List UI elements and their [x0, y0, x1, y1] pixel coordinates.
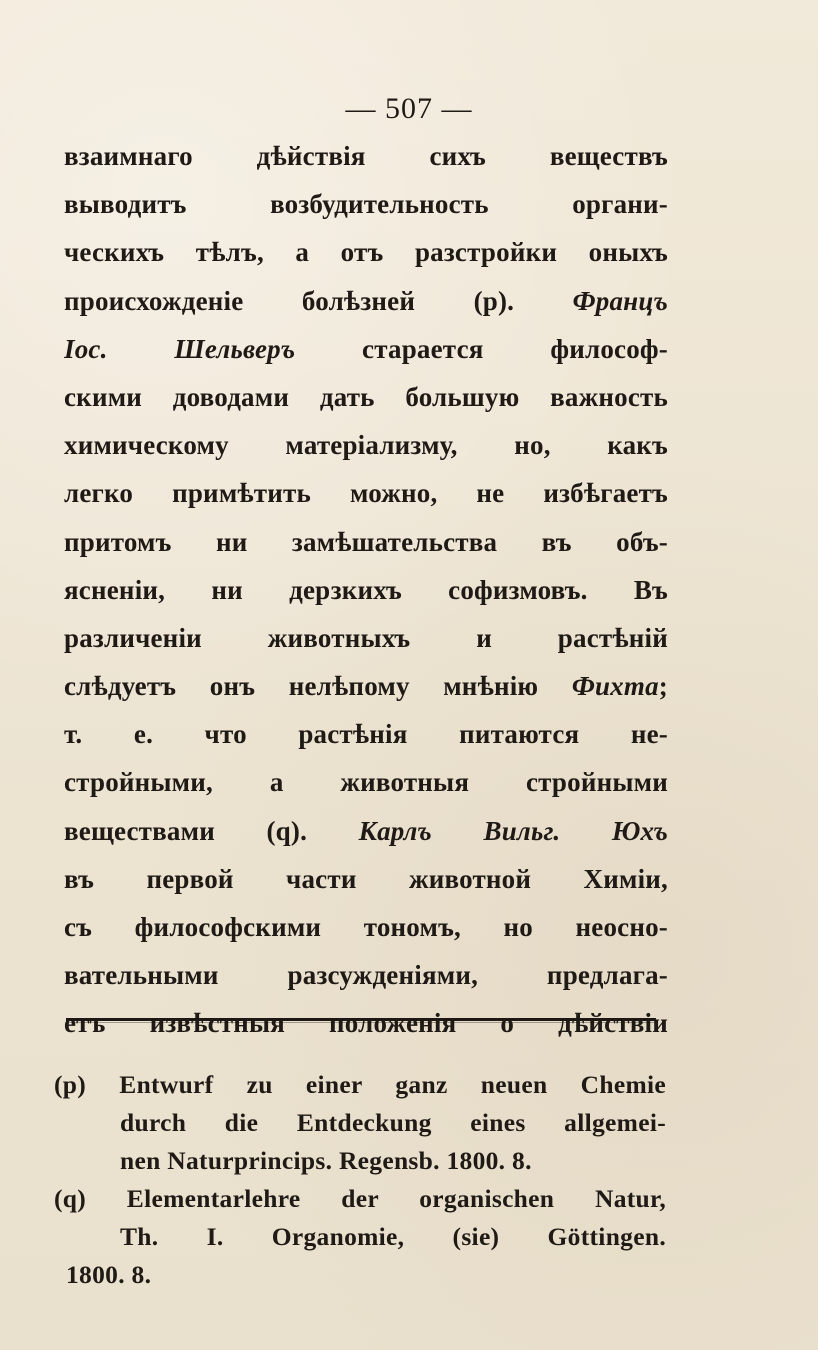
footnote-divider [66, 1018, 656, 1021]
text-line [64, 421, 668, 469]
text-segment: старается философ- [295, 333, 668, 364]
footnote-continuation-line: nen Naturprincips. Regensb. 1800. 8. [120, 1146, 532, 1175]
italic-name-segment: Фихта [571, 671, 659, 702]
text-line [64, 758, 668, 806]
footnote-continuation-line: 1800. 8. [66, 1260, 152, 1289]
text-line [64, 566, 668, 614]
text-segment: ясненіи, ни дерзкихъ софизмовъ. Въ [64, 574, 668, 605]
text-segment: скими доводами дать большую важность [64, 381, 668, 412]
text-line [64, 132, 668, 180]
text-segment: вательными разсужденіями, предлага- [64, 960, 668, 991]
text-segment: химическому матеріализму, но, какъ [64, 430, 668, 461]
text-segment: притомъ ни замѣшательства въ объ- [64, 526, 668, 557]
text-line [64, 999, 668, 1047]
footnote-text: Entwurf zu einer ganz neuen Chemie [86, 1070, 666, 1099]
text-segment: стройными, а животныя стройными [64, 767, 668, 798]
text-segment: етъ извѣстныя положенія о дѣйствіи [64, 1008, 668, 1039]
page-number: — 507 — [345, 92, 473, 125]
text-segment: ; [658, 671, 668, 702]
text-segment: взаимнаго дѣйствія сихъ веществъ [64, 141, 668, 171]
footnote-first-line [54, 1180, 666, 1218]
text-segment: легко примѣтить можно, не избѣгаетъ [64, 478, 668, 509]
text-line [64, 180, 668, 228]
text-segment: ческихъ тѣлъ, а отъ разстройки оныхъ [64, 237, 668, 268]
text-line [64, 855, 668, 903]
footnote-first-line [54, 1066, 666, 1104]
footnotes-block [54, 1066, 666, 1294]
text-line [64, 325, 668, 373]
text-line [64, 951, 668, 999]
text-segment: веществами (q). [64, 815, 359, 846]
italic-name-segment: Францъ [572, 285, 668, 316]
text-segment: въ первой части животной Химіи, [64, 863, 668, 894]
italic-name-segment: Карлъ Вильг. Юхъ [358, 815, 668, 846]
footnote-marker: (p) [54, 1070, 87, 1099]
text-segment: съ философскими тономъ, но неосно- [64, 912, 668, 942]
footnote-continuation-line: Th. I. Organomie, (sie) Göttingen. [120, 1222, 666, 1251]
footnote-continuation-line: durch die Entdeckung eines allgemei- [120, 1108, 666, 1137]
text-segment: выводитъ возбудительность органи- [64, 189, 668, 220]
italic-name-segment: Іос. Шельверъ [64, 333, 296, 364]
text-line [64, 518, 668, 566]
text-line [64, 277, 668, 325]
footnote-text: Elementarlehre der organischen Natur, [86, 1184, 666, 1213]
text-line [64, 662, 668, 710]
text-segment: т. е. что растѣнія питаются не- [64, 719, 668, 750]
text-line [64, 807, 668, 855]
text-line [64, 373, 668, 421]
text-segment: различеніи животныхъ и растѣній [64, 622, 668, 653]
text-line [64, 903, 668, 951]
main-text-block [64, 132, 668, 1048]
footnote-marker: (q) [54, 1184, 87, 1213]
text-line [64, 228, 668, 276]
text-segment: происхожденіе болѣзней (p). [64, 285, 573, 316]
text-line [64, 469, 668, 517]
text-line [64, 614, 668, 662]
text-segment: слѣдуетъ онъ нелѣпому мнѣнію [64, 671, 572, 702]
text-line [64, 710, 668, 758]
